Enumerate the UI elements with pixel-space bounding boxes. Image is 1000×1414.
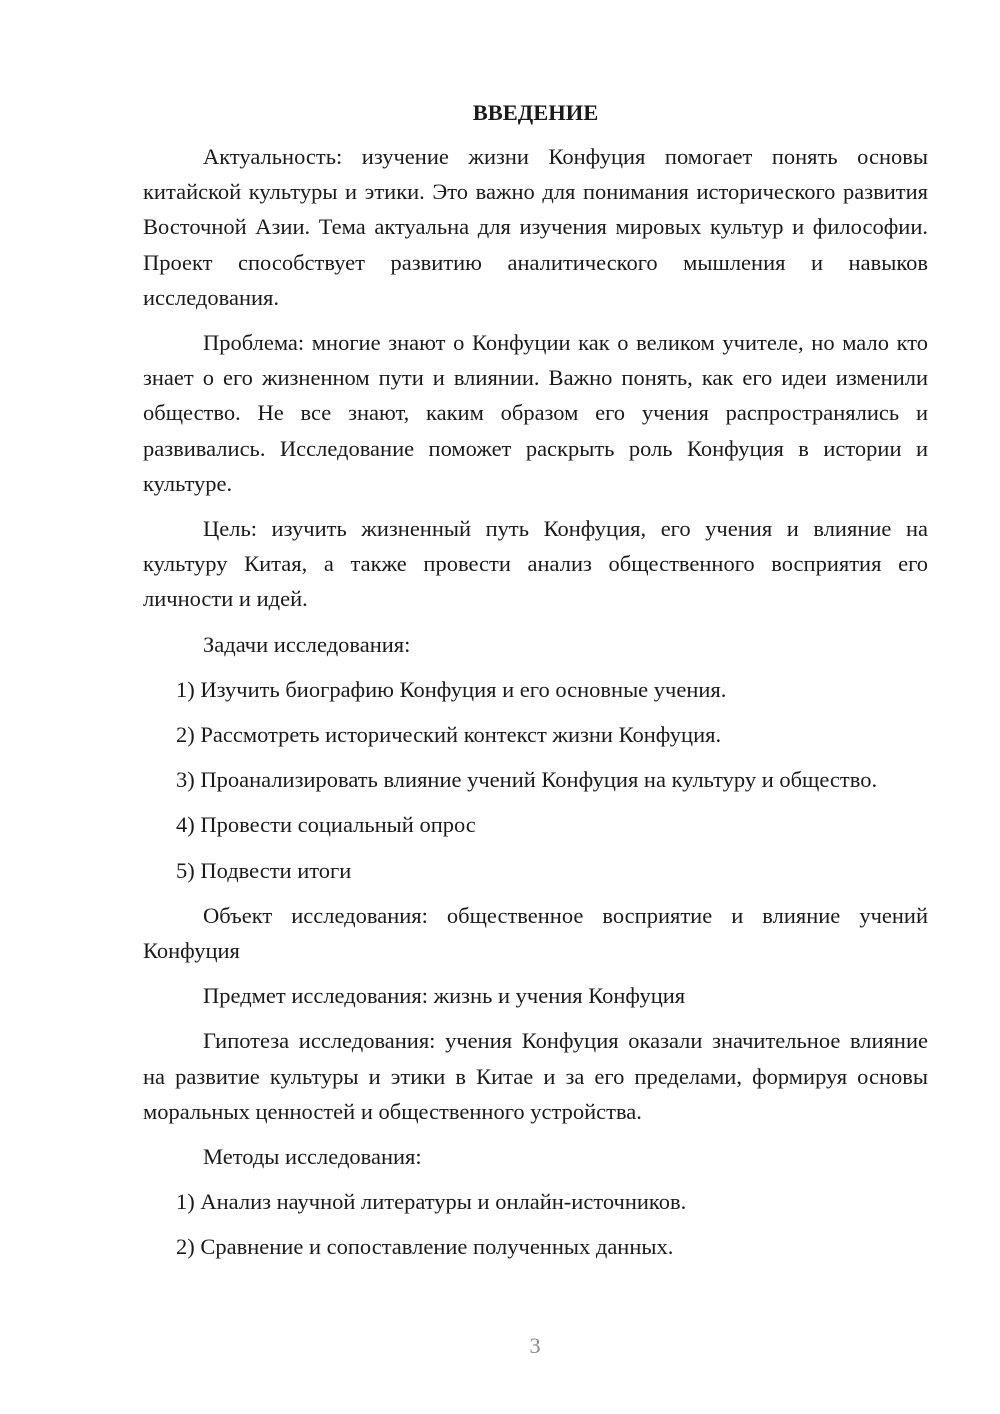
task-item: 3) Проанализировать влияние учений Конфуция на культуру и общество. <box>176 767 878 793</box>
paragraph-relevance: Актуальность: изучение жизни Конфуция помогает понять основы китайской культуры и этики. Это важно для понимания исторического развития Восточной Азии. Тема актуальна для изучения мировых культур и философии. Проект способствует развитию аналитического мышления и навыков исследования. <box>143 144 928 310</box>
section-heading: ВВЕДЕНИЕ <box>472 100 599 125</box>
method-item: 1) Анализ научной литературы и онлайн-источников. <box>176 1189 687 1215</box>
paragraph-problem: Проблема: многие знают о Конфуции как о великом учителе, но мало кто знает о его жизненном пути и влиянии. Важно понять, как его идеи изменили общество. Не все знают, каким образом его учения распространялись и развивались. Исследование поможет раскрыть роль Конфуция в истории и культуре. <box>143 330 928 496</box>
paragraph-goal: Цель: изучить жизненный путь Конфуция, его учения и влияние на культуру Китая, а также провести анализ общественного восприятия его личности и идей. <box>143 516 928 612</box>
method-item: 2) Сравнение и сопоставление полученных данных. <box>176 1234 674 1260</box>
task-item: 2) Рассмотреть исторический контекст жизни Конфуция. <box>176 722 722 748</box>
tasks-title: Задачи исследования: <box>203 631 411 657</box>
paragraph-subject: Предмет исследования: жизнь и учения Конфуция <box>203 983 686 1009</box>
task-item: 4) Провести социальный опрос <box>176 812 476 838</box>
task-item: 5) Подвести итоги <box>176 857 352 883</box>
task-item: 1) Изучить биографию Конфуция и его основные учения. <box>176 676 727 702</box>
document-page <box>143 95 928 1275</box>
paragraph-object: Объект исследования: общественное восприятие и влияние учений Конфуция <box>143 902 928 964</box>
methods-title: Методы исследования: <box>203 1144 422 1170</box>
page-number: 3 <box>529 1333 541 1358</box>
paragraph-hypothesis: Гипотеза исследования: учения Конфуция оказали значительное влияние на развитие культуры и этики в Китае и за его пределами, формируя основы моральных ценностей и общественного устройства. <box>143 1028 928 1124</box>
